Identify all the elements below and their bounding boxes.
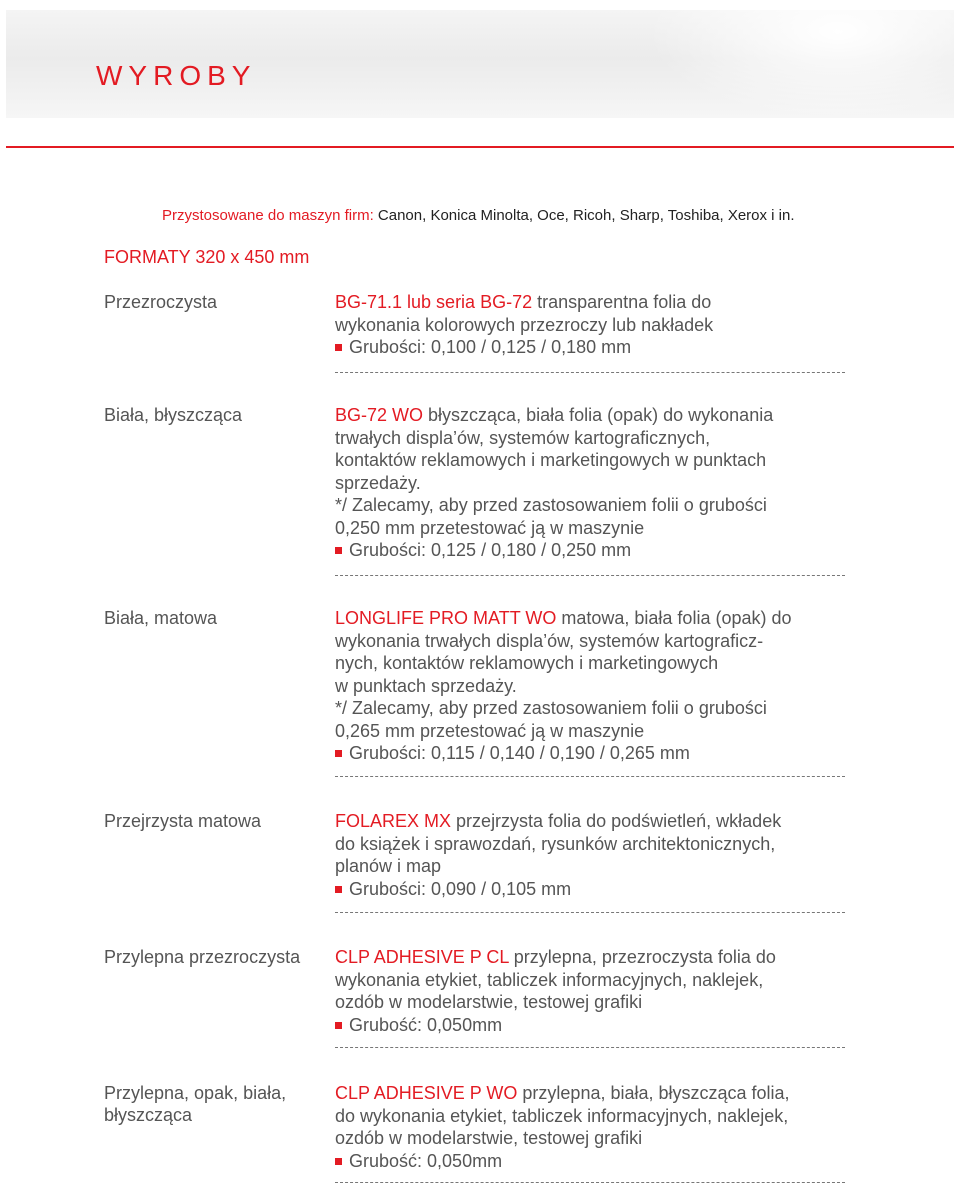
compatibility-brands: Canon, Konica Minolta, Oce, Ricoh, Sharp, Toshiba, Xerox i in. xyxy=(373,207,795,224)
product-label: Przezroczysta xyxy=(104,292,218,312)
description-line: wykonania trwałych displa’ów, systemów kartograficz- xyxy=(335,630,764,651)
compatibility-lead: Przystosowane do maszyn firm: xyxy=(162,207,374,224)
bullet-icon xyxy=(335,1158,342,1165)
description-line: do wykonania etykiet, tabliczek informacyjnych, naklejek, xyxy=(335,1105,789,1126)
description-line: 0,265 mm przetestować ją w maszynie xyxy=(335,720,645,741)
product-spec: Grubości: 0,090 / 0,105 mm xyxy=(349,878,572,899)
dashed-separator xyxy=(335,1047,845,1048)
product-description xyxy=(335,946,855,1036)
product-label: Biała, matowa xyxy=(104,608,218,628)
bullet-icon xyxy=(335,1022,342,1029)
product-label: Biała, błyszcząca xyxy=(104,405,243,425)
description-line: przylepna, przezroczysta folia do xyxy=(513,947,776,967)
bullet-icon xyxy=(335,344,342,351)
page-title: WYROBY xyxy=(96,60,257,91)
description-line: 0,250 mm przetestować ją w maszynie xyxy=(335,517,645,538)
product-description xyxy=(335,404,855,562)
dashed-separator xyxy=(335,575,845,576)
dashed-separator xyxy=(335,1182,845,1183)
description-line: */ Zalecamy, aby przed zastosowaniem folii o grubości xyxy=(335,698,767,718)
description-line: wykonania kolorowych przezroczy lub nakładek xyxy=(335,314,714,335)
description-line: błyszcząca, biała folia (opak) do wykonania xyxy=(428,405,774,425)
description-line: wykonania etykiet, tabliczek informacyjnych, naklejek, xyxy=(335,969,764,990)
product-code: CLP ADHESIVE P CL xyxy=(335,947,509,967)
product-code: LONGLIFE PRO MATT WO xyxy=(335,608,557,628)
description-line: do książek i sprawozdań, rysunków architektonicznych, xyxy=(335,833,776,854)
bullet-icon xyxy=(335,547,342,554)
product-spec: Grubości: 0,100 / 0,125 / 0,180 mm xyxy=(349,337,632,357)
description-line: kontaktów reklamowych i marketingowych w punktach xyxy=(335,450,767,470)
description-line: trwałych displa’ów, systemów kartograficznych, xyxy=(335,427,711,448)
product-label: Przejrzysta matowa xyxy=(104,811,262,831)
formats-heading: FORMATY 320 x 450 mm xyxy=(104,247,310,267)
header-glow xyxy=(646,10,960,120)
product-description xyxy=(335,1082,855,1172)
product-label: Przylepna, opak, biała, błyszcząca xyxy=(104,1083,287,1125)
product-spec: Grubości: 0,125 / 0,180 / 0,250 mm xyxy=(349,540,632,560)
dashed-separator xyxy=(335,912,845,913)
product-spec: Grubość: 0,050mm xyxy=(349,1150,503,1171)
bullet-icon xyxy=(335,886,342,893)
description-line: matowa, biała folia (opak) do xyxy=(561,608,792,628)
bullet-icon xyxy=(335,750,342,757)
compatibility-note xyxy=(162,207,795,224)
product-code: BG-72 WO xyxy=(335,405,424,425)
description-line: planów i map xyxy=(335,856,442,876)
dashed-separator xyxy=(335,372,845,373)
product-code: CLP ADHESIVE P WO xyxy=(335,1083,518,1103)
description-line: sprzedaży. xyxy=(335,472,421,493)
description-line: ozdób w modelarstwie, testowej grafiki xyxy=(335,1128,643,1148)
product-code: FOLAREX MX xyxy=(335,811,452,831)
product-description xyxy=(335,291,855,359)
header-divider xyxy=(6,146,954,148)
description-line: w punktach sprzedaży. xyxy=(335,675,517,696)
product-spec: Grubości: 0,115 / 0,140 / 0,190 / 0,265 mm xyxy=(349,743,690,763)
product-description xyxy=(335,810,855,900)
product-label: Przylepna przezroczysta xyxy=(104,947,301,967)
description-line: transparentna folia do xyxy=(537,292,712,312)
description-line: przejrzysta folia do podświetleń, wkładek xyxy=(456,811,782,831)
product-code: BG-71.1 lub seria BG-72 xyxy=(335,292,533,312)
description-line: przylepna, biała, błyszcząca folia, xyxy=(522,1083,790,1103)
description-line: ozdób w modelarstwie, testowej grafiki xyxy=(335,992,643,1012)
description-line: */ Zalecamy, aby przed zastosowaniem folii o grubości xyxy=(335,495,767,515)
product-spec: Grubość: 0,050mm xyxy=(349,1014,503,1035)
description-line: nych, kontaktów reklamowych i marketingowych xyxy=(335,653,719,673)
dashed-separator xyxy=(335,776,845,777)
product-description xyxy=(335,607,855,765)
